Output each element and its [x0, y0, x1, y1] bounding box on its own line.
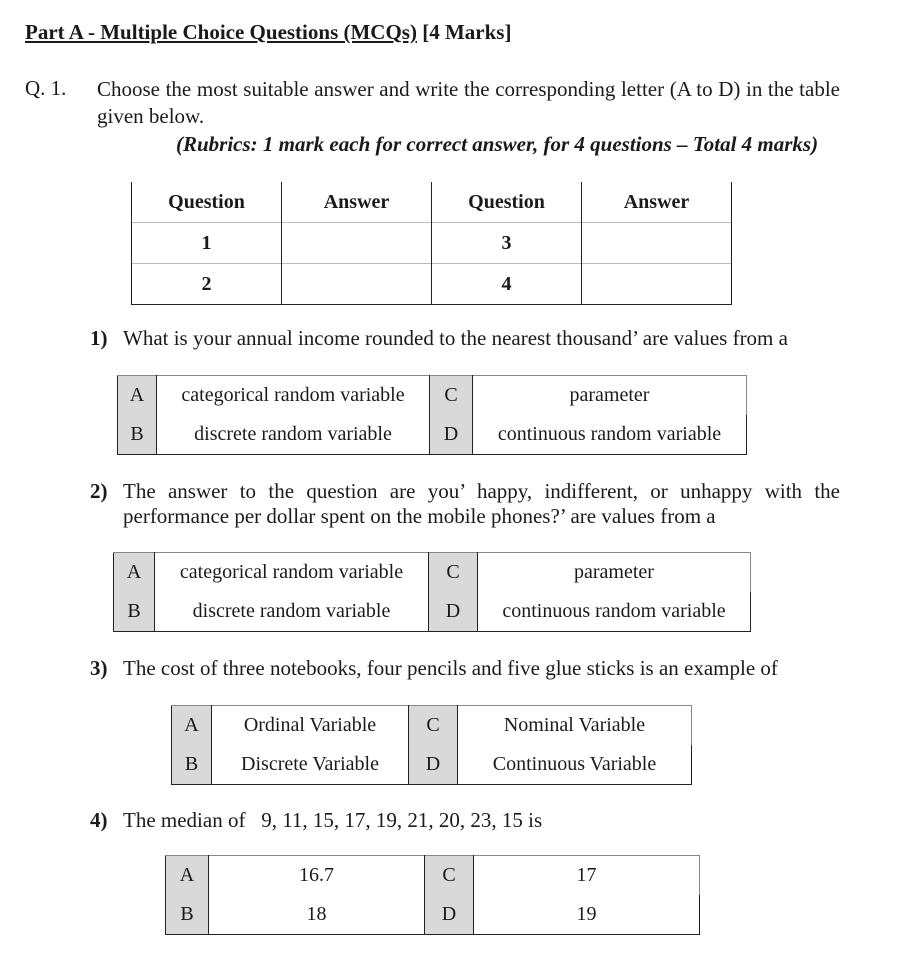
- header-answer-2: Answer: [582, 182, 732, 223]
- question-cell: 3: [432, 223, 582, 264]
- mcq-number: 3): [90, 656, 108, 680]
- option-letter: C: [430, 376, 473, 416]
- option-letter: A: [166, 856, 209, 896]
- option-text[interactable]: Discrete Variable: [212, 745, 409, 785]
- answer-cell[interactable]: [282, 264, 432, 305]
- mcq-4-options: [165, 855, 700, 935]
- question-cell: 2: [132, 264, 282, 305]
- option-letter: A: [114, 553, 155, 593]
- option-text[interactable]: parameter: [478, 553, 751, 593]
- question-cell: 1: [132, 223, 282, 264]
- option-text[interactable]: continuous random variable: [473, 415, 747, 455]
- mcq-1-options: [117, 375, 747, 455]
- mcq-number: 4): [90, 808, 108, 832]
- question-instruction: Choose the most suitable answer and write the corresponding letter (A to D) in the table given below.: [97, 77, 840, 128]
- option-letter: B: [166, 895, 209, 935]
- question-number: Q. 1.: [25, 76, 67, 100]
- option-letter: B: [172, 745, 212, 785]
- question-cell: 4: [432, 264, 582, 305]
- mcq-2: [90, 479, 840, 529]
- section-title: Part A - Multiple Choice Questions (MCQs): [25, 20, 417, 44]
- option-text[interactable]: continuous random variable: [478, 592, 751, 632]
- mcq-stem: The answer to the question are you’ happy, indifferent, or unhappy with the performance per dollar spent on the mobile phones?’ are values from a: [123, 479, 840, 528]
- option-letter: B: [118, 415, 157, 455]
- header-answer-1: Answer: [282, 182, 432, 223]
- option-text[interactable]: Nominal Variable: [458, 706, 692, 746]
- option-letter: D: [429, 592, 478, 632]
- mcq-stem: What is your annual income rounded to the nearest thousand’ are values from a: [123, 326, 788, 350]
- section-marks: [4 Marks]: [422, 20, 512, 44]
- option-letter: A: [118, 376, 157, 416]
- mcq-number: 2): [90, 479, 108, 503]
- mcq-stem: The cost of three notebooks, four pencils and five glue sticks is an example of: [123, 656, 778, 680]
- option-text[interactable]: Continuous Variable: [458, 745, 692, 785]
- mcq-3: [90, 656, 840, 681]
- mcq-4: [90, 808, 840, 833]
- option-letter: D: [430, 415, 473, 455]
- option-text[interactable]: 19: [474, 895, 700, 935]
- option-text[interactable]: 17: [474, 856, 700, 896]
- table-row: [132, 264, 732, 305]
- option-text[interactable]: 18: [209, 895, 425, 935]
- option-letter: B: [114, 592, 155, 632]
- option-letter: A: [172, 706, 212, 746]
- mcq-stem: The median of 9, 11, 15, 17, 19, 21, 20, 23, 15 is: [123, 808, 543, 832]
- answer-table: [131, 182, 732, 305]
- option-text[interactable]: categorical random variable: [155, 553, 429, 593]
- header-question-2: Question: [432, 182, 582, 223]
- option-letter: C: [409, 706, 458, 746]
- section-heading: [25, 20, 511, 45]
- option-letter: C: [425, 856, 474, 896]
- option-letter: D: [409, 745, 458, 785]
- option-text[interactable]: Ordinal Variable: [212, 706, 409, 746]
- answer-table-header: [132, 182, 732, 223]
- answer-cell[interactable]: [582, 223, 732, 264]
- header-question-1: Question: [132, 182, 282, 223]
- mcq-3-options: [171, 705, 692, 785]
- option-text[interactable]: parameter: [473, 376, 747, 416]
- option-text[interactable]: discrete random variable: [155, 592, 429, 632]
- mcq-1: [90, 326, 840, 351]
- rubric-note: (Rubrics: 1 mark each for correct answer, for 4 questions – Total 4 marks): [176, 132, 819, 156]
- mcq-2-options: [113, 552, 751, 632]
- option-text[interactable]: 16.7: [209, 856, 425, 896]
- answer-cell[interactable]: [282, 223, 432, 264]
- option-text[interactable]: discrete random variable: [157, 415, 430, 455]
- answer-cell[interactable]: [582, 264, 732, 305]
- option-letter: C: [429, 553, 478, 593]
- option-letter: D: [425, 895, 474, 935]
- option-text[interactable]: categorical random variable: [157, 376, 430, 416]
- mcq-number: 1): [90, 326, 108, 350]
- table-row: [132, 223, 732, 264]
